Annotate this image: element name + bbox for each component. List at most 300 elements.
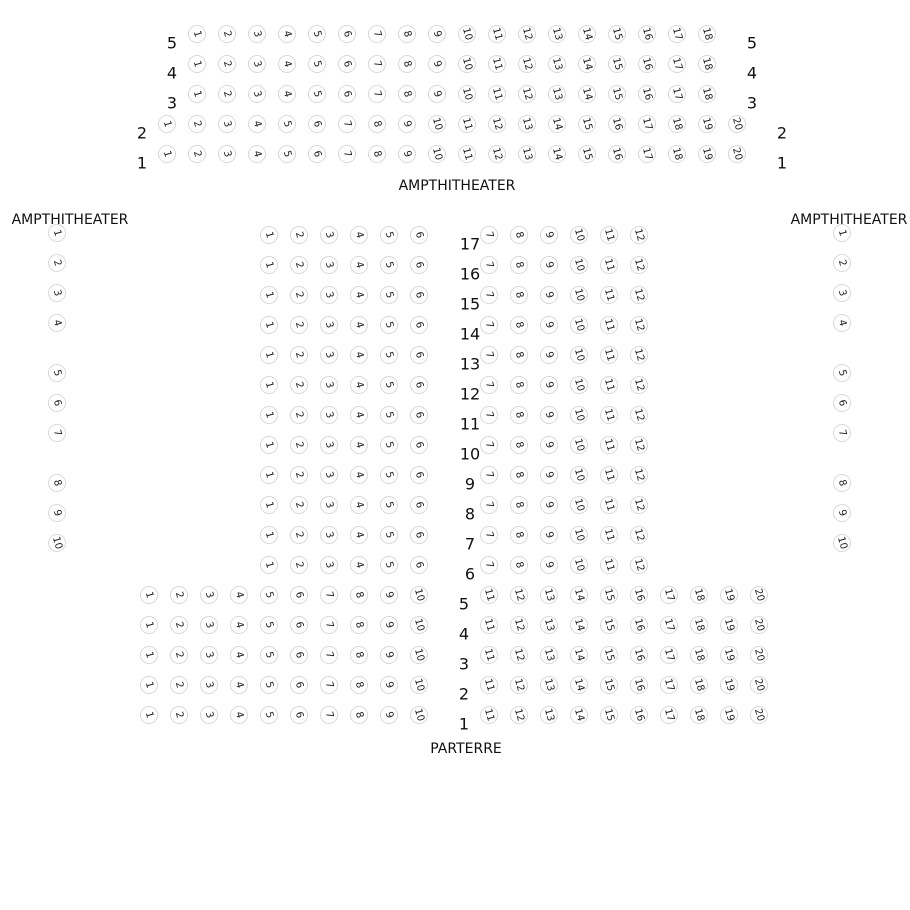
parterre-seat[interactable] [231,647,248,664]
parterre-seat[interactable] [381,257,398,274]
parterre-seat[interactable] [571,257,588,274]
amphitheater-seat[interactable] [369,86,386,103]
parterre-seat[interactable] [411,617,428,634]
amphitheater-left-seat[interactable] [49,365,66,382]
parterre-seat[interactable] [631,617,648,634]
parterre-seat[interactable] [411,437,428,454]
parterre-seat[interactable] [351,467,368,484]
parterre-seat[interactable] [511,587,528,604]
amphitheater-seat[interactable] [669,146,686,163]
parterre-seat[interactable] [411,587,428,604]
parterre-seat[interactable] [631,317,648,334]
parterre-seat[interactable] [351,677,368,694]
parterre-seat[interactable] [511,467,528,484]
parterre-seat[interactable] [381,587,398,604]
parterre-seat[interactable] [411,347,428,364]
amphitheater-seat[interactable] [309,56,326,73]
amphitheater-seat[interactable] [519,56,536,73]
parterre-seat[interactable] [601,587,618,604]
parterre-seat[interactable] [291,257,308,274]
parterre-seat[interactable] [261,557,278,574]
amphitheater-seat[interactable] [669,26,686,43]
parterre-seat[interactable] [351,287,368,304]
parterre-seat[interactable] [691,647,708,664]
parterre-seat[interactable] [571,497,588,514]
amphitheater-seat[interactable] [549,56,566,73]
parterre-seat[interactable] [291,677,308,694]
parterre-seat[interactable] [291,707,308,724]
parterre-seat[interactable] [291,557,308,574]
parterre-seat[interactable] [381,557,398,574]
parterre-seat[interactable] [261,407,278,424]
parterre-seat[interactable] [751,707,768,724]
amphitheater-seat[interactable] [249,56,266,73]
parterre-seat[interactable] [751,587,768,604]
amphitheater-seat[interactable] [369,56,386,73]
amphitheater-seat[interactable] [279,56,296,73]
parterre-seat[interactable] [231,617,248,634]
parterre-seat[interactable] [631,527,648,544]
parterre-seat[interactable] [291,377,308,394]
parterre-seat[interactable] [751,677,768,694]
parterre-seat[interactable] [571,647,588,664]
amphitheater-seat[interactable] [579,26,596,43]
parterre-seat[interactable] [201,617,218,634]
parterre-seat[interactable] [571,617,588,634]
amphitheater-seat[interactable] [339,56,356,73]
amphitheater-seat[interactable] [279,146,296,163]
amphitheater-right-seat[interactable] [834,425,851,442]
parterre-seat[interactable] [751,647,768,664]
amphitheater-seat[interactable] [189,146,206,163]
parterre-seat[interactable] [661,677,678,694]
parterre-seat[interactable] [721,617,738,634]
parterre-seat[interactable] [601,617,618,634]
parterre-seat[interactable] [661,647,678,664]
parterre-seat[interactable] [321,407,338,424]
amphitheater-left-seat[interactable] [49,285,66,302]
parterre-seat[interactable] [351,587,368,604]
amphitheater-right-seat[interactable] [834,535,851,552]
amphitheater-right-seat[interactable] [834,315,851,332]
amphitheater-seat[interactable] [639,56,656,73]
amphitheater-seat[interactable] [579,146,596,163]
parterre-seat[interactable] [541,707,558,724]
parterre-seat[interactable] [631,347,648,364]
parterre-seat[interactable] [411,527,428,544]
amphitheater-seat[interactable] [219,146,236,163]
parterre-seat[interactable] [661,617,678,634]
parterre-seat[interactable] [481,467,498,484]
parterre-seat[interactable] [481,557,498,574]
parterre-seat[interactable] [511,557,528,574]
amphitheater-seat[interactable] [429,116,446,133]
parterre-seat[interactable] [291,497,308,514]
parterre-seat[interactable] [571,347,588,364]
parterre-seat[interactable] [511,407,528,424]
amphitheater-seat[interactable] [369,116,386,133]
amphitheater-seat[interactable] [489,86,506,103]
parterre-seat[interactable] [481,407,498,424]
parterre-seat[interactable] [381,377,398,394]
parterre-seat[interactable] [141,587,158,604]
amphitheater-seat[interactable] [699,146,716,163]
parterre-seat[interactable] [351,347,368,364]
amphitheater-seat[interactable] [549,26,566,43]
parterre-seat[interactable] [691,677,708,694]
parterre-seat[interactable] [321,317,338,334]
amphitheater-seat[interactable] [429,86,446,103]
parterre-seat[interactable] [351,497,368,514]
amphitheater-seat[interactable] [519,146,536,163]
parterre-seat[interactable] [601,407,618,424]
amphitheater-seat[interactable] [609,56,626,73]
parterre-seat[interactable] [481,437,498,454]
amphitheater-seat[interactable] [579,116,596,133]
amphitheater-right-seat[interactable] [834,475,851,492]
parterre-seat[interactable] [261,497,278,514]
parterre-seat[interactable] [511,527,528,544]
parterre-seat[interactable] [141,707,158,724]
parterre-seat[interactable] [631,467,648,484]
parterre-seat[interactable] [541,317,558,334]
amphitheater-seat[interactable] [249,26,266,43]
amphitheater-seat[interactable] [669,56,686,73]
parterre-seat[interactable] [291,407,308,424]
parterre-seat[interactable] [481,377,498,394]
amphitheater-seat[interactable] [429,56,446,73]
parterre-seat[interactable] [291,287,308,304]
parterre-seat[interactable] [381,647,398,664]
amphitheater-seat[interactable] [609,86,626,103]
parterre-seat[interactable] [601,437,618,454]
parterre-seat[interactable] [351,707,368,724]
parterre-seat[interactable] [571,377,588,394]
parterre-seat[interactable] [511,377,528,394]
parterre-seat[interactable] [141,647,158,664]
parterre-seat[interactable] [601,377,618,394]
parterre-seat[interactable] [751,617,768,634]
parterre-seat[interactable] [481,347,498,364]
parterre-seat[interactable] [381,527,398,544]
amphitheater-seat[interactable] [459,56,476,73]
parterre-seat[interactable] [291,527,308,544]
parterre-seat[interactable] [571,317,588,334]
amphitheater-seat[interactable] [219,86,236,103]
parterre-seat[interactable] [291,467,308,484]
parterre-seat[interactable] [481,707,498,724]
parterre-seat[interactable] [351,407,368,424]
parterre-seat[interactable] [691,707,708,724]
parterre-seat[interactable] [541,527,558,544]
parterre-seat[interactable] [601,227,618,244]
parterre-seat[interactable] [291,617,308,634]
parterre-seat[interactable] [481,617,498,634]
parterre-seat[interactable] [321,587,338,604]
parterre-seat[interactable] [481,527,498,544]
parterre-seat[interactable] [291,647,308,664]
parterre-seat[interactable] [481,257,498,274]
parterre-seat[interactable] [511,227,528,244]
parterre-seat[interactable] [351,647,368,664]
amphitheater-seat[interactable] [609,146,626,163]
amphitheater-left-seat[interactable] [49,255,66,272]
parterre-seat[interactable] [321,647,338,664]
parterre-seat[interactable] [571,287,588,304]
amphitheater-seat[interactable] [459,26,476,43]
parterre-seat[interactable] [511,437,528,454]
amphitheater-seat[interactable] [489,56,506,73]
parterre-seat[interactable] [631,437,648,454]
parterre-seat[interactable] [321,437,338,454]
amphitheater-seat[interactable] [489,146,506,163]
amphitheater-seat[interactable] [219,56,236,73]
parterre-seat[interactable] [351,377,368,394]
parterre-seat[interactable] [571,467,588,484]
parterre-seat[interactable] [601,467,618,484]
parterre-seat[interactable] [381,497,398,514]
amphitheater-seat[interactable] [309,86,326,103]
amphitheater-seat[interactable] [579,56,596,73]
parterre-seat[interactable] [381,287,398,304]
parterre-seat[interactable] [411,257,428,274]
parterre-seat[interactable] [291,227,308,244]
parterre-seat[interactable] [291,587,308,604]
parterre-seat[interactable] [141,677,158,694]
parterre-seat[interactable] [381,617,398,634]
parterre-seat[interactable] [411,647,428,664]
parterre-seat[interactable] [631,707,648,724]
parterre-seat[interactable] [321,227,338,244]
amphitheater-seat[interactable] [219,116,236,133]
parterre-seat[interactable] [511,707,528,724]
amphitheater-seat[interactable] [549,86,566,103]
amphitheater-seat[interactable] [519,26,536,43]
parterre-seat[interactable] [201,587,218,604]
parterre-seat[interactable] [541,467,558,484]
parterre-seat[interactable] [261,377,278,394]
parterre-seat[interactable] [411,407,428,424]
parterre-seat[interactable] [261,437,278,454]
amphitheater-left-seat[interactable] [49,505,66,522]
amphitheater-seat[interactable] [549,146,566,163]
parterre-seat[interactable] [541,677,558,694]
parterre-seat[interactable] [381,437,398,454]
parterre-seat[interactable] [381,227,398,244]
amphitheater-seat[interactable] [669,116,686,133]
parterre-seat[interactable] [511,677,528,694]
amphitheater-seat[interactable] [159,146,176,163]
parterre-seat[interactable] [721,587,738,604]
parterre-seat[interactable] [381,467,398,484]
parterre-seat[interactable] [171,617,188,634]
parterre-seat[interactable] [261,467,278,484]
amphitheater-seat[interactable] [639,86,656,103]
amphitheater-seat[interactable] [579,86,596,103]
amphitheater-seat[interactable] [489,26,506,43]
parterre-seat[interactable] [601,647,618,664]
parterre-seat[interactable] [321,557,338,574]
parterre-seat[interactable] [321,707,338,724]
parterre-seat[interactable] [381,347,398,364]
parterre-seat[interactable] [541,617,558,634]
parterre-seat[interactable] [631,407,648,424]
parterre-seat[interactable] [541,587,558,604]
parterre-seat[interactable] [411,377,428,394]
parterre-seat[interactable] [321,347,338,364]
parterre-seat[interactable] [201,647,218,664]
parterre-seat[interactable] [511,347,528,364]
amphitheater-seat[interactable] [339,116,356,133]
parterre-seat[interactable] [481,497,498,514]
parterre-seat[interactable] [601,347,618,364]
amphitheater-seat[interactable] [639,146,656,163]
parterre-seat[interactable] [631,647,648,664]
parterre-seat[interactable] [261,527,278,544]
amphitheater-seat[interactable] [699,86,716,103]
amphitheater-seat[interactable] [639,116,656,133]
parterre-seat[interactable] [511,617,528,634]
parterre-seat[interactable] [541,227,558,244]
parterre-seat[interactable] [481,317,498,334]
amphitheater-left-seat[interactable] [49,425,66,442]
parterre-seat[interactable] [411,227,428,244]
amphitheater-seat[interactable] [399,116,416,133]
parterre-seat[interactable] [351,317,368,334]
amphitheater-seat[interactable] [609,116,626,133]
parterre-seat[interactable] [541,377,558,394]
amphitheater-right-seat[interactable] [834,365,851,382]
amphitheater-seat[interactable] [519,116,536,133]
parterre-seat[interactable] [321,467,338,484]
amphitheater-seat[interactable] [309,146,326,163]
parterre-seat[interactable] [261,617,278,634]
amphitheater-left-seat[interactable] [49,315,66,332]
parterre-seat[interactable] [411,317,428,334]
parterre-seat[interactable] [511,647,528,664]
amphitheater-seat[interactable] [279,26,296,43]
parterre-seat[interactable] [631,257,648,274]
amphitheater-seat[interactable] [219,26,236,43]
parterre-seat[interactable] [351,257,368,274]
parterre-seat[interactable] [601,287,618,304]
parterre-seat[interactable] [231,677,248,694]
amphitheater-seat[interactable] [459,116,476,133]
parterre-seat[interactable] [541,557,558,574]
amphitheater-seat[interactable] [399,26,416,43]
parterre-seat[interactable] [601,317,618,334]
amphitheater-seat[interactable] [399,86,416,103]
amphitheater-seat[interactable] [249,86,266,103]
amphitheater-seat[interactable] [729,146,746,163]
amphitheater-left-seat[interactable] [49,395,66,412]
parterre-seat[interactable] [381,707,398,724]
parterre-seat[interactable] [351,617,368,634]
parterre-seat[interactable] [171,587,188,604]
parterre-seat[interactable] [631,227,648,244]
amphitheater-seat[interactable] [459,86,476,103]
amphitheater-right-seat[interactable] [834,505,851,522]
amphitheater-seat[interactable] [279,86,296,103]
parterre-seat[interactable] [631,557,648,574]
parterre-seat[interactable] [381,407,398,424]
parterre-seat[interactable] [661,587,678,604]
parterre-seat[interactable] [201,677,218,694]
parterre-seat[interactable] [691,587,708,604]
parterre-seat[interactable] [571,227,588,244]
amphitheater-left-seat[interactable] [49,475,66,492]
parterre-seat[interactable] [541,647,558,664]
amphitheater-seat[interactable] [339,146,356,163]
amphitheater-seat[interactable] [399,56,416,73]
parterre-seat[interactable] [541,347,558,364]
amphitheater-seat[interactable] [279,116,296,133]
parterre-seat[interactable] [481,287,498,304]
amphitheater-seat[interactable] [609,26,626,43]
parterre-seat[interactable] [351,227,368,244]
parterre-seat[interactable] [481,647,498,664]
parterre-seat[interactable] [261,317,278,334]
amphitheater-seat[interactable] [519,86,536,103]
parterre-seat[interactable] [321,287,338,304]
parterre-seat[interactable] [571,527,588,544]
parterre-seat[interactable] [261,707,278,724]
amphitheater-left-seat[interactable] [49,535,66,552]
parterre-seat[interactable] [321,527,338,544]
parterre-seat[interactable] [601,707,618,724]
parterre-seat[interactable] [261,677,278,694]
parterre-seat[interactable] [511,497,528,514]
amphitheater-seat[interactable] [699,116,716,133]
parterre-seat[interactable] [411,287,428,304]
parterre-seat[interactable] [571,707,588,724]
parterre-seat[interactable] [511,287,528,304]
parterre-seat[interactable] [381,677,398,694]
parterre-seat[interactable] [571,557,588,574]
parterre-seat[interactable] [321,677,338,694]
amphitheater-seat[interactable] [309,26,326,43]
parterre-seat[interactable] [351,437,368,454]
parterre-seat[interactable] [661,707,678,724]
amphitheater-right-seat[interactable] [834,285,851,302]
parterre-seat[interactable] [541,287,558,304]
amphitheater-seat[interactable] [699,26,716,43]
parterre-seat[interactable] [321,257,338,274]
parterre-seat[interactable] [171,647,188,664]
parterre-seat[interactable] [261,587,278,604]
amphitheater-seat[interactable] [669,86,686,103]
amphitheater-seat[interactable] [399,146,416,163]
parterre-seat[interactable] [201,707,218,724]
parterre-seat[interactable] [231,587,248,604]
parterre-seat[interactable] [691,617,708,634]
amphitheater-seat[interactable] [309,116,326,133]
parterre-seat[interactable] [481,587,498,604]
parterre-seat[interactable] [321,617,338,634]
amphitheater-seat[interactable] [189,86,206,103]
amphitheater-seat[interactable] [189,116,206,133]
amphitheater-seat[interactable] [429,26,446,43]
parterre-seat[interactable] [601,527,618,544]
amphitheater-seat[interactable] [339,26,356,43]
amphitheater-seat[interactable] [489,116,506,133]
amphitheater-seat[interactable] [459,146,476,163]
parterre-seat[interactable] [411,677,428,694]
parterre-seat[interactable] [631,497,648,514]
parterre-seat[interactable] [141,617,158,634]
parterre-seat[interactable] [171,677,188,694]
amphitheater-seat[interactable] [339,86,356,103]
